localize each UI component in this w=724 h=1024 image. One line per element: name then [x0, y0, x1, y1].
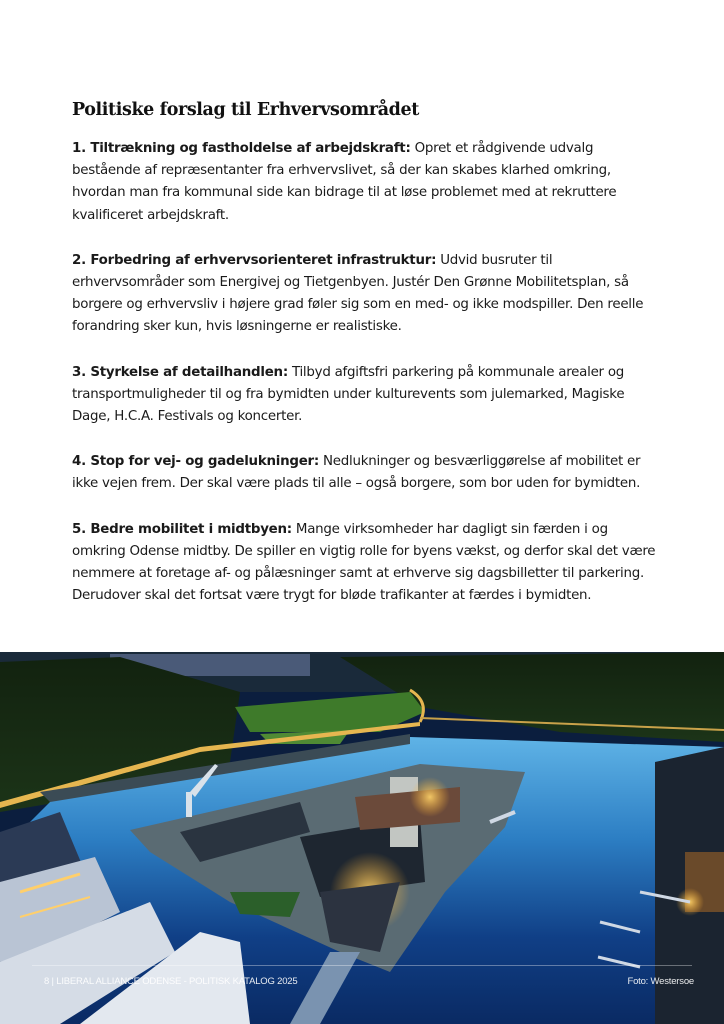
main-content	[72, 100, 662, 630]
proposal-title: 2. Forbedring af erhvervsorienteret infrastruktur:	[72, 252, 437, 268]
photo-credit: Foto: Westersoe	[627, 976, 694, 987]
footer-divider	[32, 965, 692, 966]
proposal-text: Mange virksomheder har dagligt sin færden i og omkring Odense midtby. De spiller en vigtig rolle for byens vækst, og derfor skal det være nemmere at foretage af- og pålæsninger samt at erhverve sig dagsbilletter til parkering. Derudover skal det fortsat være trygt for bløde trafikanter at færdes i bymidten.	[72, 521, 656, 604]
proposal-text: Udvid busruter til erhvervsområder som Energivej og Tietgenbyen. Justér Den Grønne Mobilitetsplan, så borgere og erhvervsliv i højere grad føler sig som en med- og ikke modspiller. Den reelle forandring sker kun, hvis løsningerne er realistiske.	[72, 252, 644, 335]
footer-page-label: 8 | LIBERAL ALLIANCE ODENSE - POLITISK KATALOG 2025	[44, 976, 298, 987]
proposal-title: 3. Styrkelse af detailhandlen:	[72, 364, 288, 380]
proposal-1	[72, 138, 662, 227]
proposal-text: Nedlukninger og besværliggørelse af mobilitet er ikke vejen frem. Der skal være plads til alle – også borgere, som bor uden for bymidten.	[72, 454, 641, 492]
harbour-aerial-photo	[0, 652, 724, 1024]
proposal-title: 5. Bedre mobilitet i midtbyen:	[72, 521, 292, 537]
proposal-2	[72, 250, 662, 339]
proposal-3	[72, 362, 662, 429]
proposal-5	[72, 519, 662, 608]
proposal-4	[72, 451, 662, 495]
proposal-title: 1. Tiltrækning og fastholdelse af arbejdskraft:	[72, 141, 411, 156]
page-heading: Politiske forslag til Erhvervsområdet	[72, 100, 419, 120]
proposal-title: 4. Stop for vej- og gadelukninger:	[72, 454, 320, 470]
proposal-text: Opret et rådgivende udvalg bestående af repræsentanter fra erhvervslivet, så der kan skabes klarhed omkring, hvordan man fra kommunal side kan bidrage til at løse problemet med at rekruttere kvalificeret arbejdskraft.	[72, 141, 617, 223]
proposal-text: Tilbyd afgiftsfri parkering på kommunale arealer og transportmuligheder til og fra bymidten under kulturevents som julemarked, Magiske Dage, H.C.A. Festivals og koncerter.	[72, 364, 625, 425]
